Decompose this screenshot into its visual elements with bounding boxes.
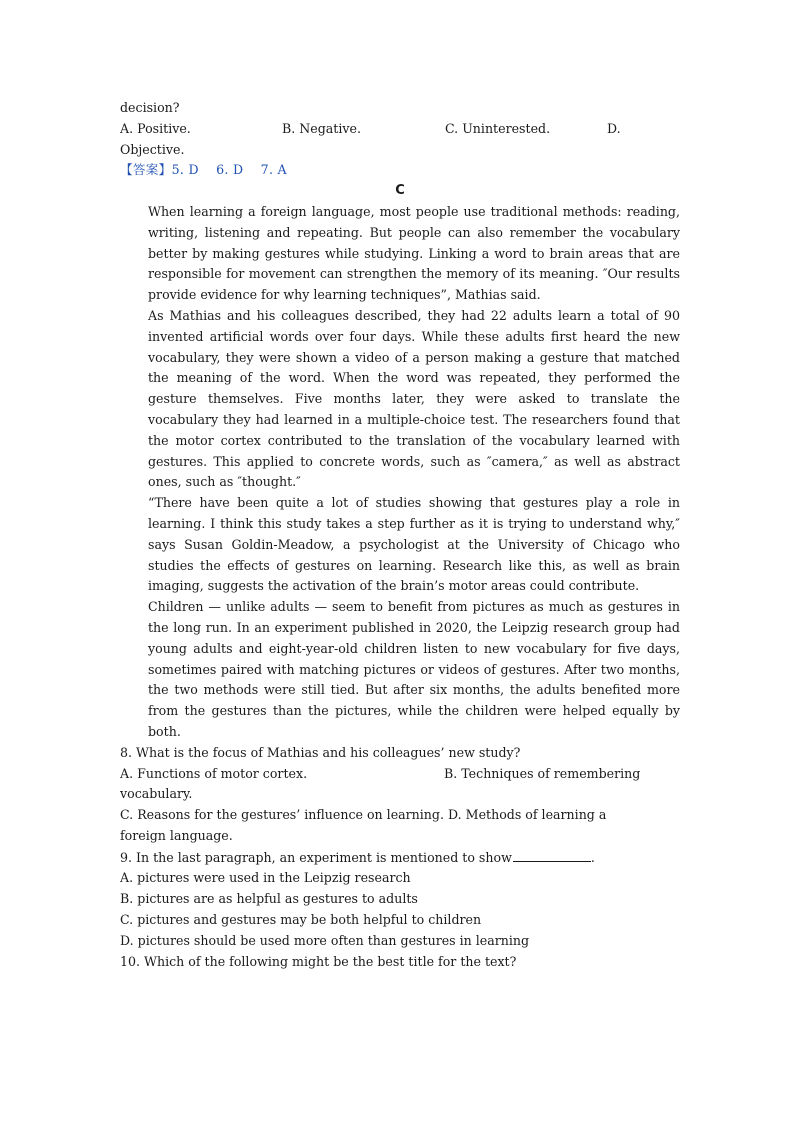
prev-option-a: A. Positive. — [120, 120, 191, 136]
q8-option-a: A. Functions of motor cortex. — [120, 765, 308, 781]
q8-option-d-wrap: foreign language. — [120, 827, 233, 843]
q9-option-b: B. pictures are as helpful as gestures to adults — [120, 891, 418, 907]
passage-paragraph-1: When learning a foreign language, most people use traditional methods: reading, writing, listening and repeating. But people can also remember the vocabulary better by making gestures while studying. Linking a word to brain areas that are responsible for movement can strengthen the memory of its meaning. ″Our results provide evidence for why learning techniques”, Mathias said. — [148, 203, 680, 303]
q8-option-d: D. Methods of learning a — [448, 807, 607, 823]
q8-option-c: C. Reasons for the gestures’ influence on learning. — [120, 807, 444, 823]
q9-option-c: C. pictures and gestures may be both helpful to children — [120, 912, 482, 928]
q8-stem: 8. What is the focus of Mathias and his colleagues’ new study? — [120, 744, 521, 760]
q8-option-b-wrap: vocabulary. — [120, 786, 193, 802]
section-heading: C — [395, 183, 405, 199]
q9-stem: 9. In the last paragraph, an experiment is mentioned to show — [120, 849, 512, 865]
prev-option-d-wrap: Objective. — [120, 141, 185, 157]
prev-option-b: B. Negative. — [282, 120, 361, 136]
q9-option-a: A. pictures were used in the Leipzig research — [120, 870, 411, 886]
answer-values: 5. D 6. D 7. A — [171, 162, 287, 178]
answer-line — [120, 160, 680, 181]
q8-options-row-2 — [120, 805, 680, 826]
prev-option-d: D. — [607, 120, 621, 136]
q9-stem-line — [120, 847, 680, 869]
q9-stem-end: . — [590, 849, 595, 865]
passage-paragraph-4: Children — unlike adults — seem to benefit from pictures as much as gestures in the long run. In an experiment published in 2020, the Leipzig research group had young adults and eight-year-old children listen to new vocabulary for five days, sometimes paired with matching pictures or videos of gestures. After two months, the two methods were still tied. But after six months, the adults benefited more from the gestures than the pictures, while the children were helped equally by both. — [148, 599, 680, 739]
passage-paragraph-2: As Mathias and his colleagues described, they had 22 adults learn a total of 90 invented artificial words over four days. While these adults first heard the new vocabulary, they were shown a video of a person making a gesture that matched the meaning of the word. When the word was repeated, they performed the gesture themselves. Five months later, they were asked to translate the vocabulary they had learned in a multiple-choice test. The researchers found that the motor cortex contributed to the translation of the vocabulary learned with gestures. This applied to concrete words, such as ″camera,″ as well as abstract ones, such as ″thought.″ — [148, 307, 680, 490]
q10-stem: 10. Which of the following might be the best title for the text? — [120, 953, 517, 969]
q8-option-b: B. Techniques of remembering — [444, 765, 641, 781]
answer-tag: 【答案】 — [120, 162, 172, 178]
passage-paragraph-3: “There have been quite a lot of studies showing that gestures play a role in learning. I think this study takes a step further as it is trying to understand why,″ says Susan Goldin-Meadow, a psychologist at the University of Chicago who studies the effects of gestures on learning. Research like this, as well as brain imaging, suggests the activation of the brain’s motor areas could contribute. — [148, 495, 680, 594]
prev-option-c: C. Uninterested. — [445, 120, 551, 136]
q9-answer-blank — [513, 847, 591, 862]
page-content — [120, 98, 680, 972]
prev-question-options — [120, 119, 680, 140]
q8-options-row-1 — [120, 764, 680, 785]
prev-question-stem: decision? — [120, 100, 180, 115]
q9-option-d: D. pictures should be used more often than gestures in learning — [120, 932, 530, 948]
